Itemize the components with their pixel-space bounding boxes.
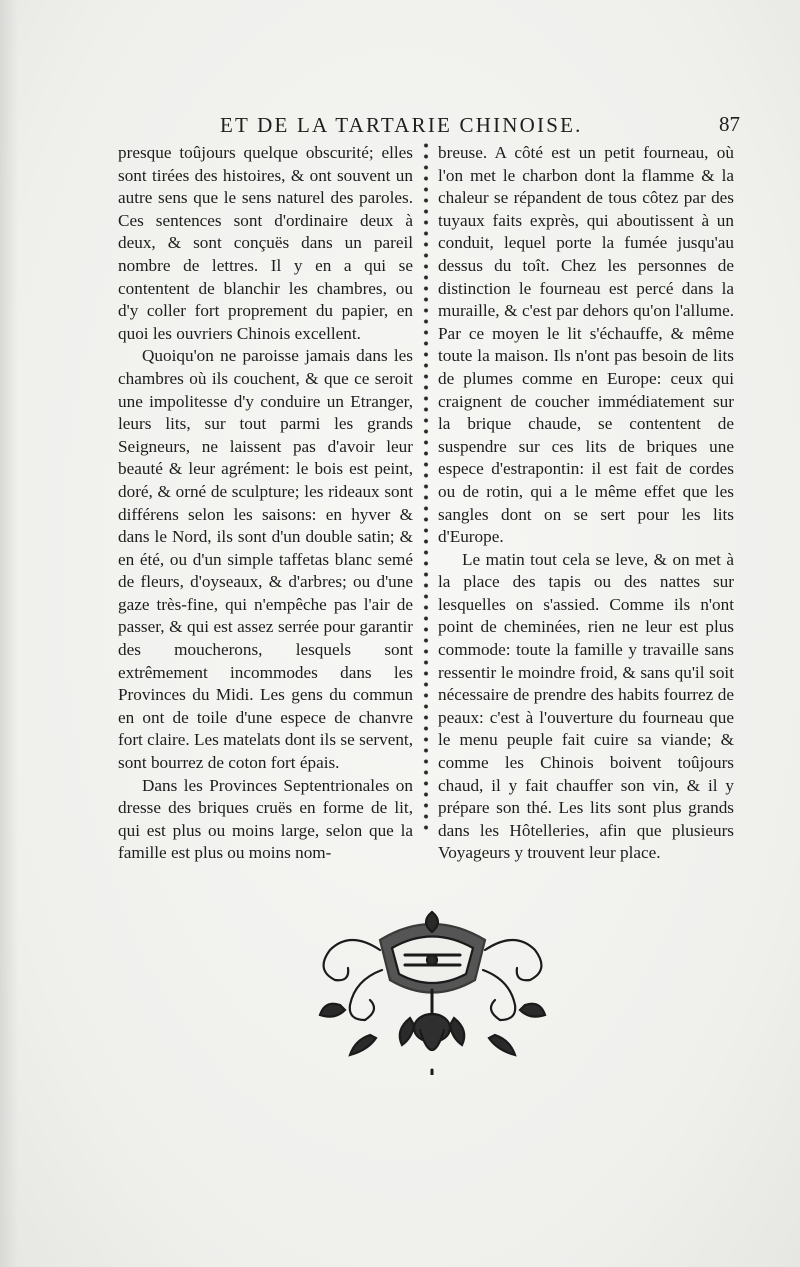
- tailpiece-ornament-icon: [310, 910, 555, 1075]
- right-paragraph-2: Le matin tout cela se leve, & on met à la place des tapis ou des nattes sur lesquelles on s'assied. Comme ils n'ont point de cheminées, rien ne leur est plus commode: toute la famille y travaille sans ressentir le moindre froid, & sans qu'il soit nécessaire de prendre des habits fourrez de peaux: c'est à l'ouverture du fourneau que le menu peuple fait cuire sa viande; & comme les Chinois boivent toûjours chaud, il y fait chauffer son vin, & il y prépare son thé. Les lits sont plus grands dans les Hôtelleries, afin que plusieurs Voyageurs y trouvent leur place.: [438, 549, 734, 863]
- right-column: [438, 142, 734, 865]
- left-paragraph-3: Dans les Provinces Septentrionales on dresse des briques cruës en forme de lit, qui est plus ou moins large, selon que la famille est plus ou moins nom-: [118, 775, 413, 863]
- left-paragraph-1: presque toûjours quelque obscurité; elles sont tirées des histoires, & ont souvent un autre sens que le sens naturel des paroles. Ces sentences sont d'ordinaire deux à deux, & sont conçuës dans un pareil nombre de lettres. Il y en a qui se contentent de blanchir les chambres, ou d'y coller fort proprement du papier, en quoi les ouvriers Chinois excellent.: [118, 143, 413, 343]
- left-column: [118, 142, 413, 865]
- page-number: 87: [719, 112, 740, 136]
- right-paragraph-1: breuse. A côté est un petit fourneau, où l'on met le charbon dont la flamme & la chaleur se répandent de tous côtez par des tuyaux faits exprès, qui aboutissent à un conduit, lequel porte la fumée jusqu'au dessus du toît. Chez les personnes de distinction le fourneau est percé dans la muraille, & c'est par dehors qu'on l'allume. Par ce moyen le lit s'échauffe, & même toute la maison. Ils n'ont pas besoin de lits de plumes comme en Europe: ceux qui craignent de coucher immédiatement sur la brique chaude, se contentent de suspendre sur ces lits de briques une espece d'estrapontin: il est fait de cordes ou de rotin, qui a le même effet que les sangles dont on se sert pour les lits d'Europe.: [438, 143, 734, 547]
- gutter-shadow: [0, 0, 18, 1267]
- column-divider-ornament: [416, 140, 436, 830]
- running-title: ET DE LA TARTARIE CHINOISE.: [220, 113, 583, 137]
- left-paragraph-2: Quoiqu'on ne paroisse jamais dans les chambres où ils couchent, & que ce seroit une impolitesse d'y conduire un Etranger, leurs lits, sur tout parmi les grands Seigneurs, ne laissent pas d'avoir leur beauté & leur agrément: le bois est peint, doré, & orné de sculpture; les rideaux sont différens selon les saisons: en hyver & dans le Nord, ils sont d'un double satin; & en été, ou d'un simple taffetas blanc semé de fleurs, d'oyseaux, & d'arbres; ou d'une gaze très-fine, qui n'empêche pas l'air de passer, & qui est assez serrée pour garantir des moucherons, lesquels sont extrêmement incommodes dans les Provinces du Midi. Les gens du commun en ont de toile d'une espece de chanvre fort claire. Les matelats dont ils se servent, sont bourrez de coton fort épais.: [118, 346, 413, 773]
- page-header: [220, 113, 740, 139]
